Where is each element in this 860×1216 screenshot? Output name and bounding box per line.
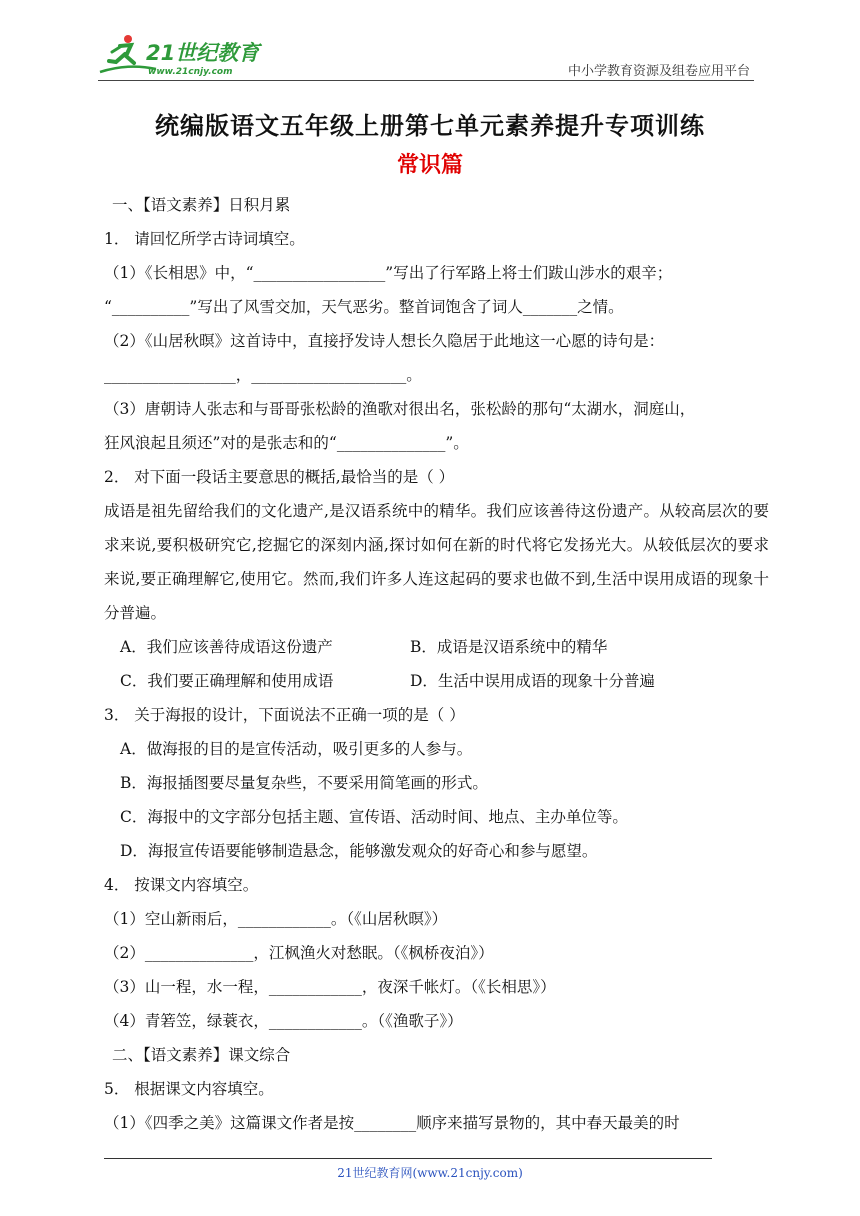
question-1: 1． 请回忆所学古诗词填空。 <box>104 230 305 248</box>
question-5-1: （1）《四季之美》这篇课文作者是按________顺序来描写景物的，其中春天最美的时 <box>104 1114 680 1132</box>
option-a: A．我们应该善待成语这份遗产 <box>120 638 333 656</box>
logo-url: www.21cnjy.com <box>148 67 233 77</box>
question-4-2: （2）______________，江枫渔火对愁眠。（《枫桥夜泊》） <box>104 944 494 962</box>
question-1-2-line-b: _________________，____________________。 <box>104 366 422 384</box>
header-platform-text: 中小学教育资源及组卷应用平台 <box>567 64 750 79</box>
question-4-1: （1）空山新雨后，____________。（《山居秋暝》） <box>104 910 448 928</box>
question-2-passage: 成语是祖先留给我们的文化遗产,是汉语系统中的精华。我们应该善待这份遗产。从较高层次的要求来说,要积极研究它,挖掘它的深刻内涵,探讨如何在新的时代将它发扬光大。从较低层次的要求来说,要正确理解它,使用它。然而,我们许多人连这起码的要求也做不到,生活中误用成语的现象十分普遍。 <box>104 502 769 622</box>
option-c: C．我们要正确理解和使用成语 <box>120 672 334 690</box>
question-2-options-row-1 <box>104 630 769 664</box>
page-subtitle: 常识篇 <box>396 152 463 178</box>
question-4-4: （4）青箬笠，绿蓑衣，____________。（《渔歌子》） <box>104 1012 463 1030</box>
section-heading-2: 二、【语文素养】课文综合 <box>112 1046 291 1064</box>
section-heading-1: 一、【语文素养】日积月累 <box>112 196 291 214</box>
header-divider <box>98 80 754 81</box>
option-b: B．成语是汉语系统中的精华 <box>410 638 608 656</box>
question-1-3-line-a: （3）唐朝诗人张志和与哥哥张松龄的渔歌对很出名，张松龄的那句“太湖水，洞庭山， <box>104 400 696 418</box>
question-3-option-b: B．海报插图要尽量复杂些，不要采用简笔画的形式。 <box>120 774 488 792</box>
question-5: 5． 根据课文内容填空。 <box>104 1080 274 1098</box>
question-3: 3． 关于海报的设计，下面说法不正确一项的是（ ） <box>104 706 465 724</box>
question-4-3: （3）山一程，水一程，____________，夜深千帐灯。（《长相思》） <box>104 978 556 996</box>
question-1-3-line-b: 狂风浪起且须还”对的是张志和的“______________”。 <box>104 434 469 452</box>
question-content <box>104 188 769 1140</box>
option-d: D．生活中误用成语的现象十分普遍 <box>410 672 655 690</box>
question-3-option-c: C．海报中的文字部分包括主题、宣传语、活动时间、地点、主办单位等。 <box>120 808 628 826</box>
question-3-option-d: D．海报宣传语要能够制造悬念，能够激发观众的好奇心和参与愿望。 <box>120 842 598 860</box>
page-title: 统编版语文五年级上册第七单元素养提升专项训练 <box>155 111 705 140</box>
question-1-1-line-b: “__________”写出了风雪交加，天气恶劣。整首词饱含了词人_______之情。 <box>104 298 624 316</box>
question-1-1-line-a: （1）《长相思》中，“_________________”写出了行军路上将士们跋山涉水的艰辛； <box>104 264 673 282</box>
logo-text: 21世纪教育 <box>146 41 260 65</box>
question-3-option-a: A．做海报的目的是宣传活动，吸引更多的人参与。 <box>120 740 473 758</box>
footer-text: 21世纪教育网(www.21cnjy.com) <box>337 1166 523 1180</box>
question-2-options-row-2 <box>104 664 769 698</box>
question-1-2-line-a: （2）《山居秋暝》这首诗中，直接抒发诗人想长久隐居于此地这一心愿的诗句是： <box>104 332 665 350</box>
footer-divider <box>104 1158 712 1159</box>
question-2: 2． 对下面一段话主要意思的概括,最恰当的是（ ） <box>104 468 455 486</box>
site-logo <box>98 32 268 78</box>
question-4: 4． 按课文内容填空。 <box>104 876 259 894</box>
